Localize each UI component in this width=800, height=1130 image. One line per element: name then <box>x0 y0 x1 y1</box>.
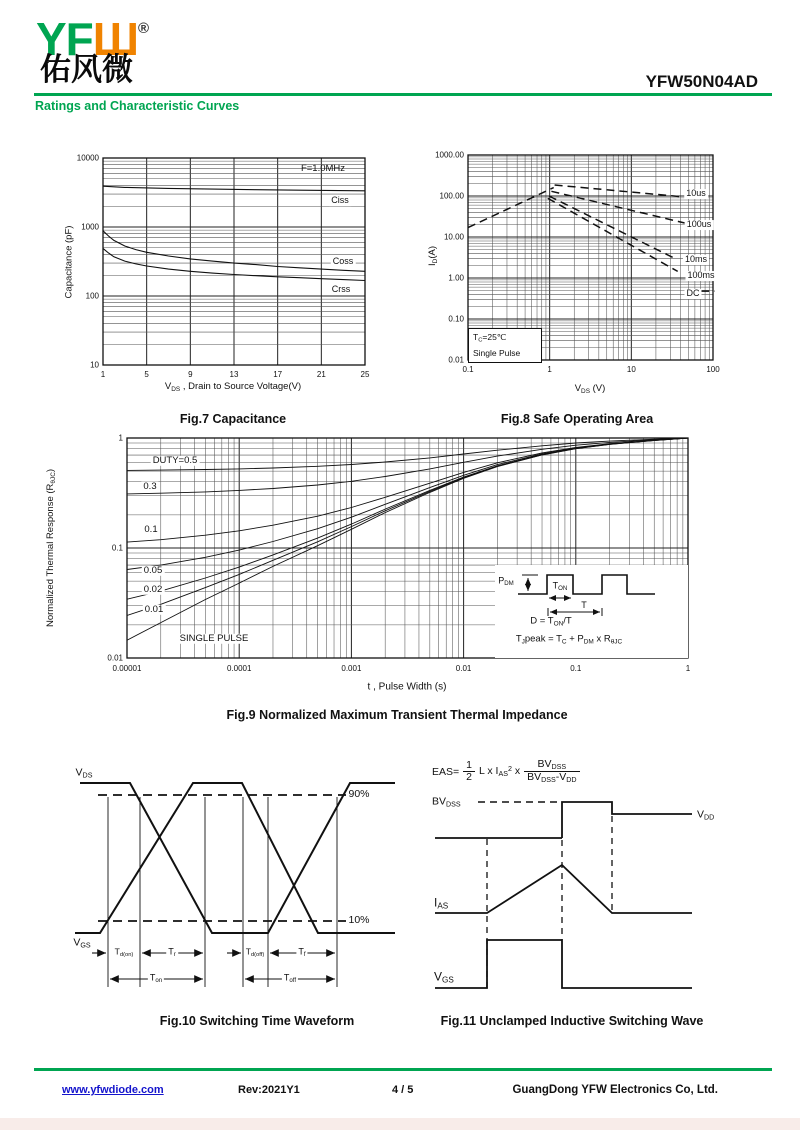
fig7-y-tick-label: 1000 <box>81 222 99 232</box>
fig8-curve-label: 10ms <box>684 254 708 265</box>
fig9-duty-label: DUTY=0.5 <box>152 454 198 466</box>
fig11-caption: Fig.11 Unclamped Inductive Switching Wave <box>440 1014 704 1028</box>
fig10-td-off-label: $T_{d(off)}$ <box>245 946 265 959</box>
figure-capacitance <box>55 148 400 448</box>
fig9-x-tick-label: 0.001 <box>341 664 362 673</box>
fig11-vdd-label: $V_{DD}$ <box>697 808 715 822</box>
scan-tint-band <box>0 1118 800 1130</box>
fig7-x-tick-label: 1 <box>100 370 106 379</box>
fig8-curve-label: 100ms <box>687 270 715 281</box>
fig9-x-axis-label: t , Pulse Width (s) <box>367 681 447 693</box>
fig7-x-tick-label: 13 <box>229 370 239 379</box>
fig8-y-tick-label: 0.01 <box>448 355 464 365</box>
eas-frac2-numerator: $BV_{DSS}$ <box>524 759 579 772</box>
fig7-y-tick-label: 10000 <box>76 153 99 163</box>
fig10-tr-label: $T_r$ <box>168 946 176 958</box>
thermal-impedance-chart <box>35 432 735 682</box>
company-name: GuangDong YFW Electronics Co, Ltd. <box>512 1084 718 1096</box>
fig7-x-axis-label: $V_{DS}$ , Drain to Source Voltage(V) <box>164 381 302 393</box>
fig7-y-tick-label: 100 <box>85 291 99 301</box>
fig9-inset-tjpeak-formula: $T_Jpeak = T_C + P_{DM}$ x $R_{\theta JC}$ <box>515 633 623 646</box>
fig8-y-tick-label: 0.10 <box>448 314 464 324</box>
page-number: 4 / 5 <box>392 1084 414 1096</box>
fig9-y-axis-label: Normalized Thermal Response $(R_{\theta JC})$ <box>45 468 57 628</box>
eas-frac1-numerator: 1 <box>463 760 475 772</box>
uis-waveform-drawing <box>420 755 740 1000</box>
fig9-duty-label: 0.02 <box>143 583 163 595</box>
part-number: YFW50N04AD <box>645 72 758 91</box>
fig8-y-tick-label: 10.00 <box>443 232 464 242</box>
fig7-annotation: F=1.0MHz <box>300 162 346 174</box>
fig7-x-tick-label: 17 <box>273 370 283 379</box>
fig9-inset-ton-label: $T_{ON}$ <box>552 580 568 592</box>
fig8-x-axis-label: $V_{DS}$ (V) <box>574 383 606 395</box>
eas-lhs: EAS= <box>432 765 460 778</box>
fig10-td-on-label: $T_{d(on)}$ <box>114 946 134 959</box>
figure-unclamped-inductive-switching <box>420 755 740 1045</box>
fig9-duty-label: 0.05 <box>143 564 163 576</box>
eas-middle: L x $I_{AS}^2$ x <box>479 765 521 779</box>
fig8-caption: Fig.8 Safe Operating Area <box>500 412 654 426</box>
fig7-y-axis-label: Capacitance (pF) <box>63 225 75 299</box>
fig11-bvdss-label: $BV_{DSS}$ <box>432 795 461 809</box>
fig8-y-axis-label: $I_D(A)$ <box>427 246 439 266</box>
fig7-x-tick-label: 25 <box>360 370 370 379</box>
fig10-90pct-label: 90% <box>348 788 370 801</box>
eas-frac1-denominator: 2 <box>466 771 472 784</box>
fig8-y-tick-label: 1.00 <box>448 273 464 283</box>
fig8-x-tick-label: 100 <box>706 365 720 374</box>
fig9-x-tick-label: 0.0001 <box>226 664 252 673</box>
logo-text-green: YF <box>36 13 93 65</box>
footer-rule <box>34 1068 772 1071</box>
fig9-y-tick-label: 1 <box>118 433 123 443</box>
fig9-caption: Fig.9 Normalized Maximum Transient Thermal Impedance <box>226 708 568 722</box>
fig10-tf-label: $T_f$ <box>298 946 306 958</box>
fig10-caption: Fig.10 Switching Time Waveform <box>159 1014 355 1028</box>
website-link[interactable]: www.yfwdiode.com <box>62 1084 164 1096</box>
fig9-x-tick-label: 0.01 <box>455 664 472 673</box>
fig9-x-tick-label: 0.1 <box>570 664 582 673</box>
fig9-duty-label: 0.01 <box>144 603 164 615</box>
fig7-caption: Fig.7 Capacitance <box>179 412 287 426</box>
fig11-vgs-label: $V_{GS}$ <box>434 969 454 985</box>
fig8-curve-label: DC <box>686 288 700 299</box>
fig8-test-condition-note <box>468 328 542 363</box>
header-rule <box>34 93 772 96</box>
figure-switching-waveform <box>60 755 410 1045</box>
fig8-x-tick-label: 1 <box>547 365 552 374</box>
fig7-x-tick-label: 5 <box>144 370 149 379</box>
fig7-curve-label: Crss <box>331 284 351 295</box>
fig8-x-tick-label: 0.1 <box>462 365 474 374</box>
fig7-curve-label: Ciss <box>331 195 349 206</box>
fig8-y-tick-label: 1000.00 <box>435 150 464 160</box>
fig9-y-tick-label: 0.1 <box>111 543 123 553</box>
fig9-y-tick-label: 0.01 <box>107 653 123 663</box>
fig9-inset-t-label: T <box>581 600 587 611</box>
fig10-10pct-label: 10% <box>348 914 370 927</box>
fig8-x-tick-label: 10 <box>626 365 636 374</box>
fig8-note-line1: $T_C=25℃$ <box>473 332 507 344</box>
fig10-vds-label: $V_{DS}$ <box>75 766 93 780</box>
fig9-x-tick-label: 1 <box>685 664 691 673</box>
fig10-ton-label: $T_{on}$ <box>149 972 163 984</box>
revision-text: Rev:2021Y1 <box>238 1084 300 1096</box>
figure-safe-operating-area <box>425 148 770 448</box>
fig10-toff-label: $T_{off}$ <box>283 972 297 984</box>
page-title: Ratings and Characteristic Curves <box>35 99 240 113</box>
fig8-y-tick-label: 100.00 <box>439 191 464 201</box>
eas-frac2-denominator: $BV_{DSS}-V_{DD}$ <box>527 771 577 785</box>
fig8-curve-label: 10us <box>686 188 706 199</box>
fig8-note-line2: Single Pulse <box>473 348 521 359</box>
fig7-x-tick-label: 21 <box>316 370 326 379</box>
fig10-vgs-label: $V_{GS}$ <box>73 936 91 950</box>
logo-chinese-text: 佑风微 <box>40 52 133 87</box>
fig9-inset-duty-formula: $D = T_{ON}/T$ <box>530 615 572 628</box>
fig9-x-tick-label: 0.00001 <box>112 664 142 673</box>
fig7-x-tick-label: 9 <box>188 370 193 379</box>
registered-mark: ® <box>138 20 149 37</box>
figure-thermal-impedance <box>35 432 735 732</box>
fig9-duty-label: SINGLE PULSE <box>179 632 249 644</box>
fig7-y-tick-label: 10 <box>90 360 99 370</box>
fig9-duty-label: 0.1 <box>144 523 158 535</box>
fig9-duty-label: 0.3 <box>143 480 157 492</box>
fig8-curve-label: 100us <box>686 219 712 230</box>
fig11-ias-label: $I_{AS}$ <box>434 895 449 911</box>
fig9-inset-pdm-label: $P_{DM}$ <box>498 575 514 587</box>
fig7-curve-label: Coss <box>332 256 354 267</box>
website-link-wrap <box>62 1084 164 1096</box>
logo-text-orange: Ш <box>92 13 139 65</box>
